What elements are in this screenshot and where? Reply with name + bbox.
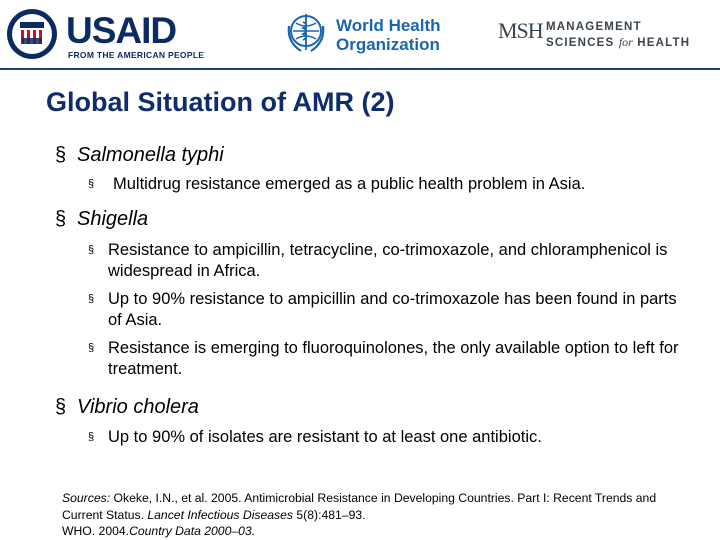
bullet-marker: §	[55, 396, 67, 418]
sources-label: Sources:	[62, 491, 111, 505]
logo-header	[0, 0, 720, 68]
who-emblem-icon	[283, 10, 329, 56]
bullet-marker: §	[88, 431, 95, 443]
who-logo	[283, 10, 453, 60]
bullet-marker: §	[88, 244, 95, 256]
usaid-seal-icon	[6, 8, 58, 60]
usaid-wordmark: USAID	[66, 10, 177, 51]
bullet-marker: §	[88, 293, 95, 305]
slide-title: Global Situation of AMR (2)	[46, 87, 395, 117]
bullet-marker: §	[88, 342, 95, 354]
usaid-logo	[6, 8, 205, 62]
msh-mark: MSH	[498, 18, 543, 43]
usaid-tagline: FROM THE AMERICAN PEOPLE	[68, 50, 205, 60]
msh-name: MANAGEMENT SCIENCES for HEALTH	[546, 21, 691, 49]
sources-citation: Sources: Okeke, I.N., et al. 2005. Antimicrobial Resistance in Developing Countries. Part I: Recent Trends and Current Status. Lancet Infectious Diseases 5(8):481–93. WHO. 2004.Country Data 2000–03.	[62, 491, 657, 538]
msh-logo	[498, 14, 718, 58]
who-name: World Health Organization	[336, 16, 441, 54]
bullet-marker: §	[55, 144, 67, 166]
bullet-marker: §	[88, 178, 95, 190]
header-divider	[0, 68, 720, 70]
bullet-marker: §	[55, 208, 67, 230]
